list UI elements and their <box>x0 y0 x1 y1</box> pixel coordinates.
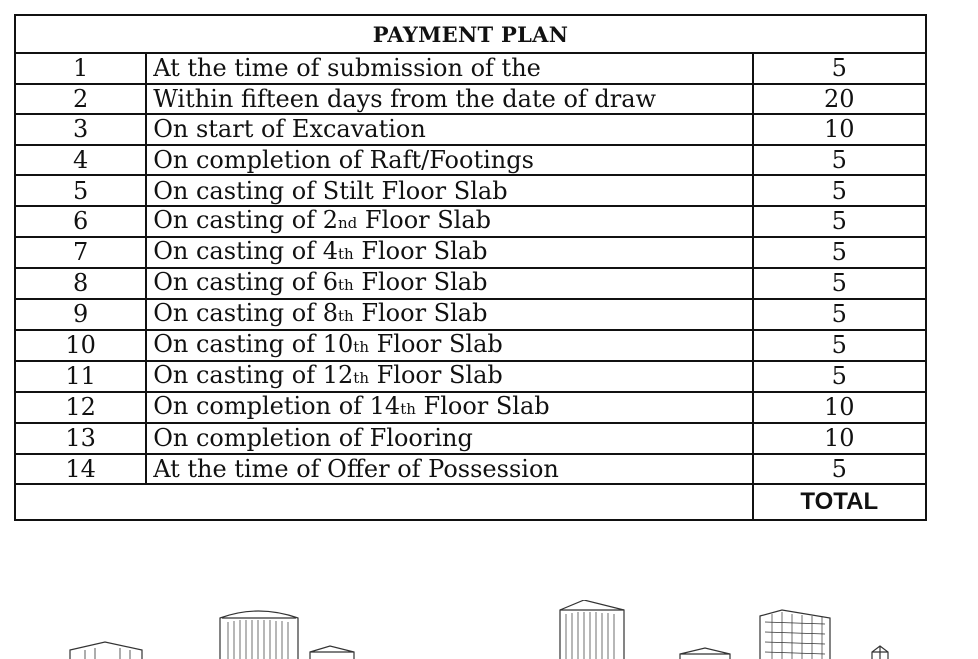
description-suffix-text: Floor Slab <box>353 236 488 265</box>
table-row <box>15 392 926 423</box>
table-row <box>15 175 926 206</box>
payment-plan-table <box>14 14 927 521</box>
description-suffix-text: Floor Slab <box>415 391 550 420</box>
row-value: 10 <box>753 114 926 145</box>
table-row <box>15 299 926 330</box>
table-row <box>15 114 926 145</box>
row-description <box>146 145 752 176</box>
building-5-icon <box>680 648 730 659</box>
description-suffix-text: Floor Slab <box>353 267 488 296</box>
ordinal-suffix: th <box>338 275 354 294</box>
row-description <box>146 206 752 237</box>
row-number: 11 <box>15 361 146 392</box>
table-row <box>15 237 926 268</box>
building-skyline-illustration <box>0 600 978 659</box>
description-text: On casting of 2 <box>153 205 339 234</box>
row-value: 5 <box>753 53 926 84</box>
row-value: 10 <box>753 423 926 454</box>
row-value: 5 <box>753 361 926 392</box>
row-description <box>146 53 752 84</box>
row-description <box>146 454 752 485</box>
table-row <box>15 268 926 299</box>
table-row <box>15 53 926 84</box>
row-value: 5 <box>753 268 926 299</box>
row-description <box>146 423 752 454</box>
row-number: 8 <box>15 268 146 299</box>
building-7-icon <box>872 646 888 659</box>
table-row <box>15 84 926 115</box>
description-text: On casting of 6 <box>153 267 339 296</box>
description-suffix-text: Floor Slab <box>357 205 492 234</box>
table-row <box>15 454 926 485</box>
table-title: PAYMENT PLAN <box>15 15 926 53</box>
row-value: 10 <box>753 392 926 423</box>
description-text: At the time of Offer of Possession <box>153 454 559 483</box>
row-description <box>146 330 752 361</box>
table-row <box>15 145 926 176</box>
description-text: On completion of Raft/Footings <box>153 146 534 175</box>
row-description <box>146 237 752 268</box>
ordinal-suffix: th <box>353 337 369 356</box>
description-text: At the time of submission of the <box>153 54 541 83</box>
description-suffix-text: Floor Slab <box>369 360 503 389</box>
row-number: 1 <box>15 53 146 84</box>
ordinal-suffix: nd <box>338 213 358 232</box>
row-value: 5 <box>753 237 926 268</box>
row-value: 20 <box>753 84 926 115</box>
row-description <box>146 268 752 299</box>
ordinal-suffix: th <box>400 399 416 418</box>
building-1-icon <box>70 642 142 659</box>
total-row <box>15 484 926 520</box>
table-row <box>15 361 926 392</box>
table-row <box>15 423 926 454</box>
row-value: 5 <box>753 454 926 485</box>
row-number: 5 <box>15 175 146 206</box>
description-text: On casting of 10 <box>153 329 354 358</box>
building-2-icon <box>220 611 298 659</box>
table-row <box>15 206 926 237</box>
table-body <box>15 53 926 484</box>
description-text: On completion of Flooring <box>153 424 473 453</box>
row-value: 5 <box>753 175 926 206</box>
row-number: 7 <box>15 237 146 268</box>
description-suffix-text: Floor Slab <box>369 329 503 358</box>
row-number: 2 <box>15 84 146 115</box>
row-description <box>146 392 752 423</box>
building-3-icon <box>310 646 354 659</box>
description-text: On casting of 4 <box>153 236 339 265</box>
building-4-icon <box>560 600 624 659</box>
ordinal-suffix: th <box>338 244 354 263</box>
description-suffix-text: Floor Slab <box>353 298 488 327</box>
row-description <box>146 114 752 145</box>
total-empty-cell <box>15 484 753 520</box>
row-number: 14 <box>15 454 146 485</box>
row-value: 5 <box>753 299 926 330</box>
row-description <box>146 361 752 392</box>
building-6-icon <box>760 610 830 659</box>
row-number: 4 <box>15 145 146 176</box>
row-description <box>146 175 752 206</box>
description-text: On casting of Stilt Floor Slab <box>153 176 508 205</box>
ordinal-suffix: th <box>353 368 369 387</box>
row-value: 5 <box>753 206 926 237</box>
description-text: On completion of 14 <box>153 391 401 420</box>
description-text: Within fifteen days from the date of draw <box>153 84 657 113</box>
row-number: 10 <box>15 330 146 361</box>
row-value: 5 <box>753 145 926 176</box>
ordinal-suffix: th <box>338 306 354 325</box>
description-text: On start of Excavation <box>153 115 426 144</box>
row-value: 5 <box>753 330 926 361</box>
description-text: On casting of 8 <box>153 298 339 327</box>
row-number: 12 <box>15 392 146 423</box>
row-description <box>146 299 752 330</box>
row-number: 3 <box>15 114 146 145</box>
row-description <box>146 84 752 115</box>
row-number: 13 <box>15 423 146 454</box>
table-header-row <box>15 15 926 53</box>
total-label: TOTAL <box>753 484 926 520</box>
row-number: 6 <box>15 206 146 237</box>
description-text: On casting of 12 <box>153 360 354 389</box>
table-row <box>15 330 926 361</box>
row-number: 9 <box>15 299 146 330</box>
